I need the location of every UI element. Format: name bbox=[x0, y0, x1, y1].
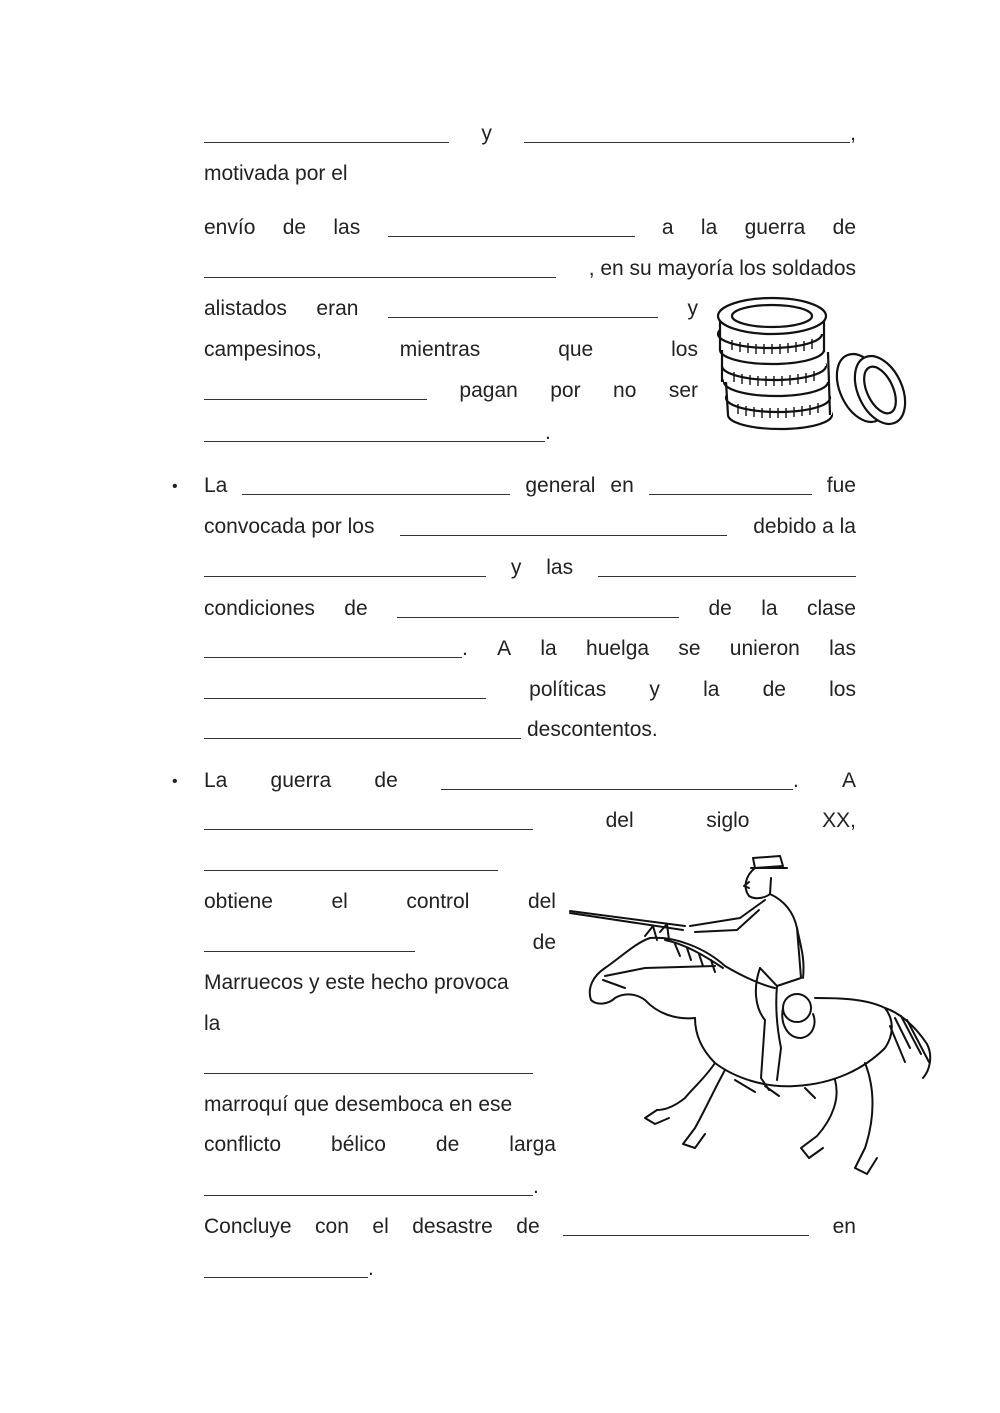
word: el bbox=[372, 1215, 389, 1238]
text-line bbox=[204, 1009, 220, 1039]
text-line bbox=[204, 471, 856, 501]
word: con bbox=[315, 1215, 349, 1238]
word: debido a la bbox=[753, 515, 856, 538]
word: de bbox=[435, 1133, 460, 1156]
word: guerra bbox=[744, 216, 806, 239]
word: , en su mayoría los soldados bbox=[588, 257, 856, 280]
word: bélico bbox=[331, 1133, 386, 1156]
text-line bbox=[204, 512, 856, 542]
text-line bbox=[204, 887, 556, 917]
text-line bbox=[204, 1130, 556, 1160]
text-line bbox=[204, 119, 856, 149]
word: de bbox=[532, 931, 556, 954]
word: conflicto bbox=[204, 1133, 282, 1156]
text-line bbox=[204, 418, 551, 448]
word: obtiene bbox=[204, 890, 273, 913]
word: la bbox=[540, 637, 557, 660]
word: del bbox=[527, 890, 556, 913]
word: clase bbox=[806, 597, 856, 620]
word: la bbox=[700, 216, 718, 239]
blank-field[interactable] bbox=[204, 379, 427, 400]
word: condiciones bbox=[204, 597, 315, 620]
word: , bbox=[850, 122, 856, 145]
word: envío bbox=[204, 216, 256, 239]
blank-field[interactable] bbox=[204, 718, 521, 739]
word: del bbox=[605, 809, 634, 832]
text-line bbox=[204, 1172, 539, 1202]
blank-field[interactable] bbox=[204, 556, 486, 577]
text-line bbox=[204, 594, 856, 624]
word: siglo bbox=[706, 809, 750, 832]
word: eran bbox=[316, 297, 359, 320]
word: . bbox=[533, 1175, 539, 1198]
blank-field[interactable] bbox=[204, 637, 462, 658]
word: el bbox=[331, 890, 348, 913]
text-line bbox=[204, 1254, 374, 1284]
text-line bbox=[204, 675, 856, 705]
blank-field[interactable] bbox=[400, 515, 727, 536]
text-line bbox=[204, 553, 856, 583]
blank-field[interactable] bbox=[204, 257, 556, 278]
word: y bbox=[649, 678, 660, 701]
word: las bbox=[546, 556, 574, 579]
word: de bbox=[374, 769, 398, 792]
blank-field[interactable] bbox=[204, 931, 415, 952]
word: A bbox=[497, 637, 512, 660]
blank-field[interactable] bbox=[204, 1053, 533, 1074]
word: Concluye bbox=[204, 1215, 292, 1238]
coin-stack-drawing bbox=[712, 290, 917, 440]
word: . bbox=[462, 637, 468, 660]
word: . bbox=[368, 1257, 374, 1280]
word: de bbox=[516, 1215, 540, 1238]
text-line bbox=[204, 1212, 856, 1242]
word: motivada por el bbox=[204, 162, 348, 185]
word: en bbox=[832, 1215, 856, 1238]
blank-field[interactable] bbox=[204, 1175, 533, 1196]
word: ser bbox=[668, 379, 698, 402]
word: la bbox=[204, 1012, 221, 1035]
word: en bbox=[610, 474, 634, 497]
word: La bbox=[204, 769, 228, 792]
word: y bbox=[481, 122, 492, 145]
word: descontentos. bbox=[527, 718, 658, 741]
blank-field[interactable] bbox=[242, 474, 510, 495]
word: La bbox=[204, 474, 228, 497]
word: y bbox=[687, 297, 698, 320]
word: Marruecos y este hecho provoca bbox=[204, 971, 509, 994]
word: control bbox=[406, 890, 470, 913]
word: y bbox=[510, 556, 522, 579]
text-line bbox=[204, 213, 856, 243]
word: las bbox=[829, 637, 856, 660]
word: pagan bbox=[459, 379, 518, 402]
word: general bbox=[525, 474, 596, 497]
blank-field[interactable] bbox=[397, 597, 679, 618]
text-line bbox=[204, 159, 348, 189]
blank-field[interactable] bbox=[204, 809, 533, 830]
cavalry-soldier-drawing bbox=[565, 848, 940, 1193]
text-line bbox=[204, 254, 856, 284]
text-line bbox=[204, 928, 556, 958]
blank-field[interactable] bbox=[388, 216, 635, 237]
word: la bbox=[703, 678, 720, 701]
word: políticas bbox=[529, 678, 607, 701]
word: de bbox=[762, 678, 786, 701]
word: que bbox=[558, 338, 594, 361]
word: fue bbox=[826, 474, 856, 497]
blank-field[interactable] bbox=[204, 421, 545, 442]
word: unieron bbox=[729, 637, 800, 660]
word: A bbox=[841, 769, 856, 792]
blank-field[interactable] bbox=[204, 1257, 368, 1278]
word: marroquí que desemboca en ese bbox=[204, 1093, 513, 1116]
word: de bbox=[708, 597, 732, 620]
word: los bbox=[671, 338, 698, 361]
word: mientras bbox=[399, 338, 481, 361]
blank-field[interactable] bbox=[204, 122, 449, 143]
word: huelga bbox=[586, 637, 650, 660]
blank-field[interactable] bbox=[204, 850, 498, 871]
text-line bbox=[204, 335, 698, 365]
blank-field[interactable] bbox=[649, 474, 812, 495]
text-line bbox=[204, 715, 658, 745]
text-line bbox=[204, 634, 856, 664]
bullet-point: • bbox=[172, 773, 178, 790]
word: larga bbox=[509, 1133, 556, 1156]
word: . bbox=[792, 769, 799, 792]
word: XX, bbox=[822, 809, 856, 832]
text-line bbox=[204, 968, 509, 998]
word: . bbox=[545, 421, 551, 444]
blank-field[interactable] bbox=[441, 769, 793, 790]
word: guerra bbox=[270, 769, 332, 792]
word: a bbox=[661, 216, 674, 239]
text-line bbox=[204, 1090, 512, 1120]
text-line bbox=[204, 1050, 533, 1080]
word: campesinos, bbox=[204, 338, 322, 361]
word: no bbox=[613, 379, 637, 402]
word: de bbox=[832, 216, 856, 239]
text-line bbox=[204, 806, 856, 836]
blank-field[interactable] bbox=[388, 297, 658, 318]
word: por bbox=[550, 379, 581, 402]
text-line bbox=[204, 766, 856, 796]
word: convocada por los bbox=[204, 515, 375, 538]
word: de bbox=[282, 216, 307, 239]
text-line bbox=[204, 376, 698, 406]
word: se bbox=[678, 637, 701, 660]
word: alistados bbox=[204, 297, 287, 320]
word: desastre bbox=[412, 1215, 493, 1238]
blank-field[interactable] bbox=[204, 678, 486, 699]
word: la bbox=[761, 597, 778, 620]
text-line bbox=[204, 294, 698, 324]
word: de bbox=[344, 597, 368, 620]
blank-field[interactable] bbox=[524, 122, 850, 143]
bullet-point: • bbox=[172, 478, 178, 495]
blank-field[interactable] bbox=[598, 556, 856, 577]
text-line bbox=[204, 847, 498, 877]
blank-field[interactable] bbox=[563, 1215, 809, 1236]
word: las bbox=[333, 216, 361, 239]
word: los bbox=[829, 678, 856, 701]
